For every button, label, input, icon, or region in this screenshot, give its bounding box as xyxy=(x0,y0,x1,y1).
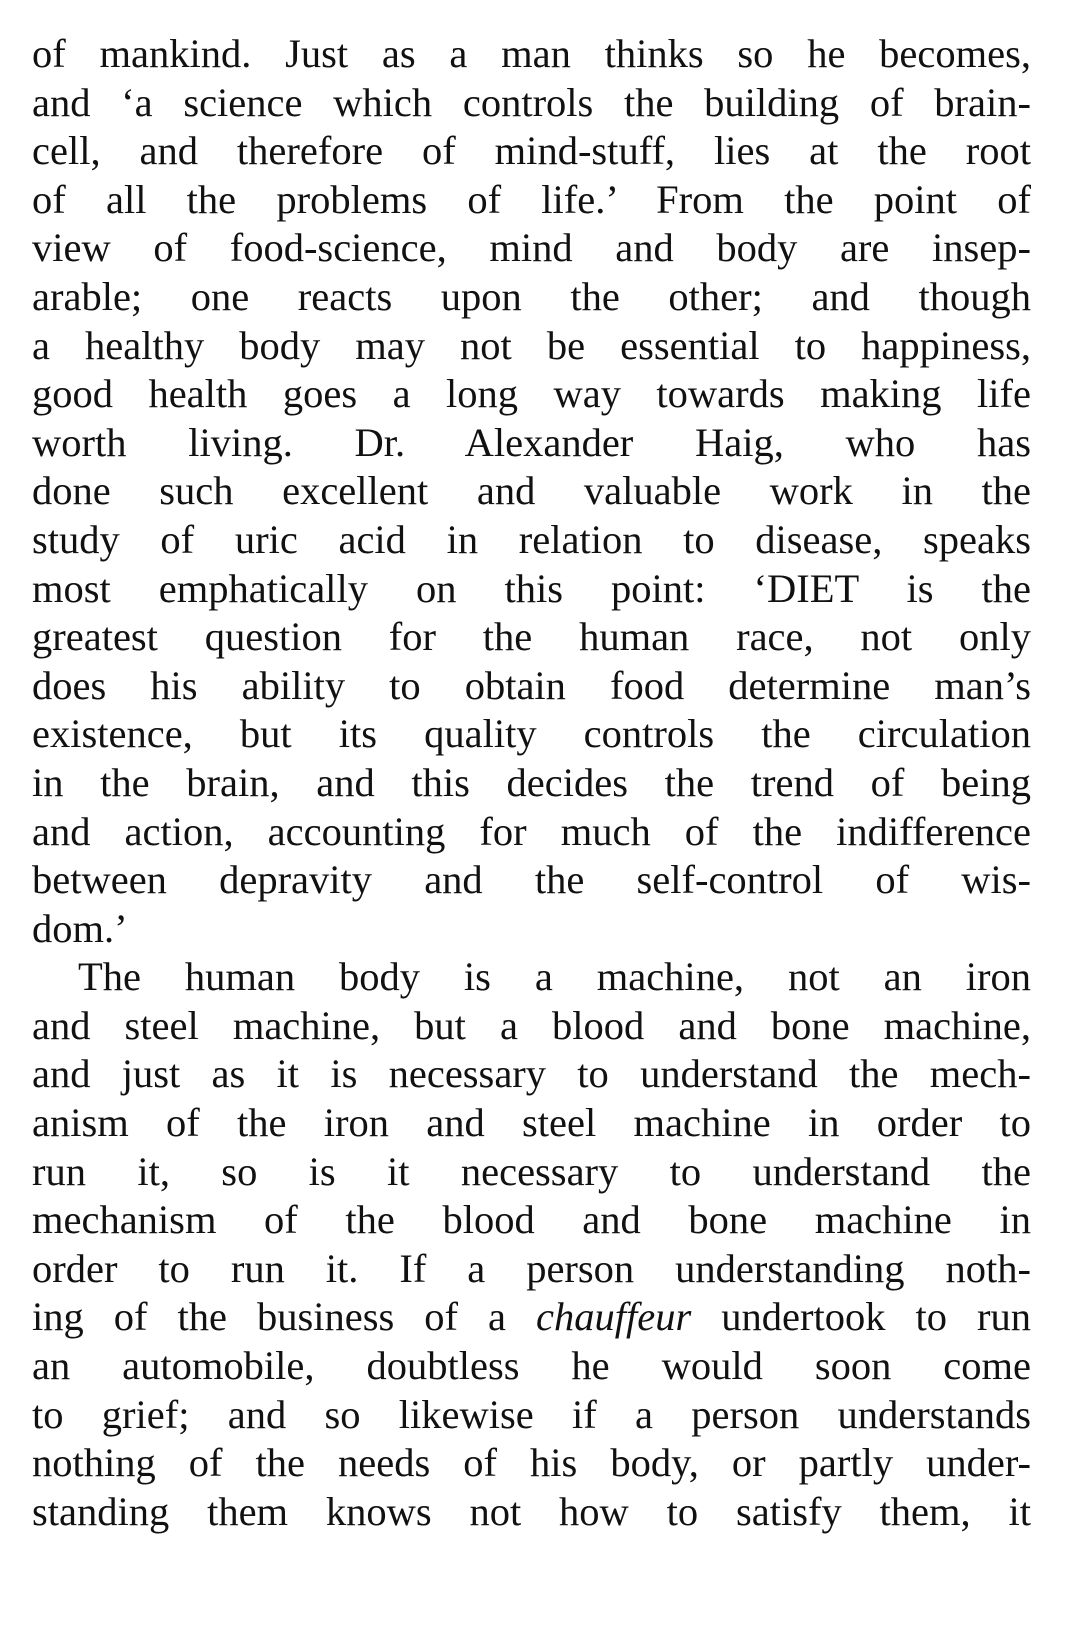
text-line: and just as it is necessary to understand the mech- xyxy=(32,1051,1031,1097)
text-line: worth living. Dr. Alexander Haig, who has xyxy=(32,419,1031,465)
text-line: a healthy body may not be essential to happiness, xyxy=(32,322,1031,368)
text-line: nothing of the needs of his body, or partly under- xyxy=(32,1440,1031,1486)
text-line: dom.’ xyxy=(32,905,128,951)
text-line xyxy=(32,1293,1031,1342)
text-line: good health goes a long way towards making life xyxy=(32,371,1031,417)
paragraph-1 xyxy=(32,30,1031,953)
text-line: most emphatically on this point: ‘DIET is the xyxy=(32,565,1031,611)
text-line: study of uric acid in relation to disease, speaks xyxy=(32,516,1031,562)
text-segment: ing of the business of a xyxy=(32,1294,537,1340)
text-line: mechanism of the blood and bone machine in xyxy=(32,1197,1031,1243)
text-line: between depravity and the self-control of wis- xyxy=(32,857,1031,903)
text-line: order to run it. If a person understanding noth- xyxy=(32,1245,1031,1291)
italic-word: chauffeur xyxy=(536,1294,692,1340)
text-line: standing them knows not how to satisfy them, it xyxy=(32,1488,1031,1534)
text-line: existence, but its quality controls the circulation xyxy=(32,711,1031,757)
text-line: greatest question for the human race, not only xyxy=(32,614,1031,660)
text-line: to grief; and so likewise if a person understands xyxy=(32,1391,1031,1437)
text-line: in the brain, and this decides the trend of being xyxy=(32,759,1031,805)
text-line: done such excellent and valuable work in the xyxy=(32,468,1031,514)
text-line: cell, and therefore of mind-stuff, lies at the root xyxy=(32,128,1031,174)
text-line: anism of the iron and steel machine in order to xyxy=(32,1100,1031,1146)
text-line: arable; one reacts upon the other; and though xyxy=(32,273,1031,319)
text-line: of all the problems of life.’ From the point of xyxy=(32,176,1031,222)
text-line: view of food-science, mind and body are insep- xyxy=(32,225,1031,271)
text-line: run it, so is it necessary to understand the xyxy=(32,1148,1031,1194)
text-segment: undertook to run xyxy=(691,1294,1031,1340)
text-line: of mankind. Just as a man thinks so he becomes, xyxy=(32,31,1031,76)
paragraph-2 xyxy=(32,953,1031,1536)
text-line: The human body is a machine, not an iron xyxy=(78,954,1031,1000)
text-line: and ‘a science which controls the building of brain- xyxy=(32,79,1031,125)
text-line: and steel machine, but a blood and bone machine, xyxy=(32,1002,1031,1048)
text-line: and action, accounting for much of the indifference xyxy=(32,808,1031,854)
text-line: does his ability to obtain food determine man’s xyxy=(32,662,1031,708)
text-line: an automobile, doubtless he would soon come xyxy=(32,1343,1031,1389)
